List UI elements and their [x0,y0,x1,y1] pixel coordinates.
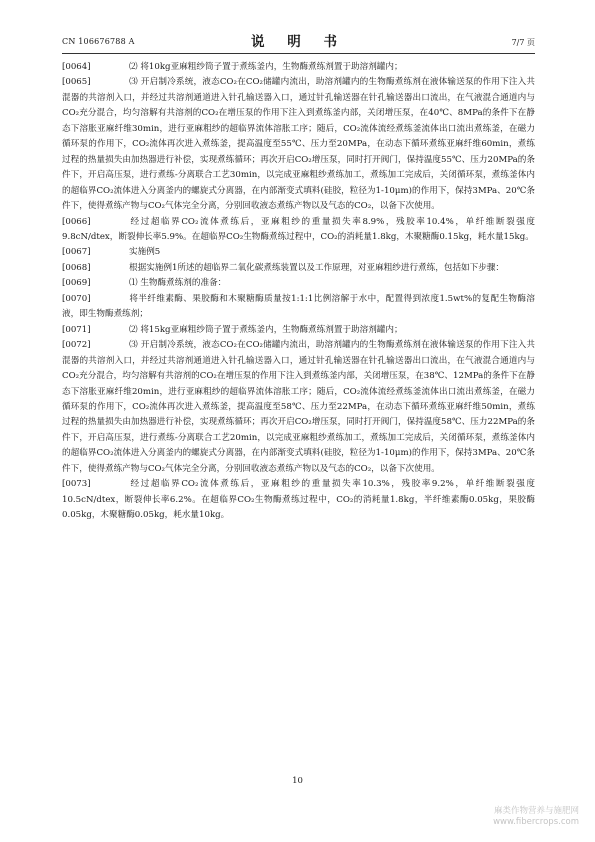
paragraph-0069 [62,276,535,291]
paragraph-0068 [62,261,535,276]
paragraph-0064 [62,60,535,75]
page-indicator: 7/7 页 [511,38,535,47]
paragraph-text: ⑵ 将10kg亚麻粗纱筒子置于煮练釜内，生物酶煮练剂置于助溶剂罐内； [129,62,403,72]
page-number: 10 [292,776,303,786]
page-header [62,30,535,52]
paragraph-number: [0070] [62,293,91,304]
paragraph-0071 [62,323,535,338]
paragraph-number: [0065] [62,77,91,88]
paragraph-0067 [62,245,535,260]
paragraph-text: ⑴ 生物酶煮练剂的准备： [129,278,227,289]
watermark-title: 麻类作物营养与施肥网 [493,806,579,816]
paragraph-text: ⑶ 开启制冷系统，液态CO₂在CO₂储罐内流出，助溶剂罐内的生物酶煮练剂在液体输送泵的作用下注入共混器的共溶剂入口，并经过共溶剂通道进入针孔输送器入口，通过针孔输送器在针孔输送器出口流出，在气液混合通道内与CO₂充分混合，均匀溶解有共溶剂的CO₂在增压泵的作用下注入到煮练釜内部，关闭增压泵，在40℃、8MPa的条件下在静态下溶胀亚麻纤维30min，进行亚麻粗纱的超临界流体溶胀工序；随后，CO₂流体流经煮练釜流体出口流出煮练釜，在磁力循环泵的作用下，CO₂流体再次进入煮练釜，提高温度至55℃、压力至20MPa，在动态下循环煮练亚麻纤维60min，煮练过程的热量损失由加热器进行补偿，实现煮练循环；再次开启CO₂增压泵，同时打开阀门，保持温度55℃、压力20MPa的条件下，开启高压泵，进行煮练-分离联合工艺30min，以完成亚麻粗纱煮练加工，煮练加工完成后，关闭循环泵，煮练釜体内的超临界CO₂流体进入分离釜内的螺旋式分离器，在内部渐变式填料(硅胶，粒径为1-10μm)的作用下，保持3MPa、20℃条件下，使得煮练产物与CO₂气体完全分离，分别回收液态煮练产物以及气态的CO₂，以备下次使用。 [62,77,535,212]
document-body [62,60,535,524]
paragraph-text: ⑶ 开启制冷系统，液态CO₂在CO₂储罐内流出，助溶剂罐内的生物酶煮练剂在液体输送泵的作用下注入共混器的共溶剂入口，并经过共溶剂通道进入针孔输送器入口，通过针孔输送器在针孔输送器出口流出，在气液混合通道内与CO₂充分混合，均匀溶解有共溶剂的CO₂在增压泵的作用下注入到煮练釜内部，关闭增压泵，在38℃、12MPa的条件下在静态下溶胀亚麻纤维20min，进行亚麻粗纱的超临界流体溶胀工序；随后，CO₂流体流经煮练釜流体出口流出煮练釜，在磁力循环泵的作用下，CO₂流体再次进入煮练釜，提高温度至58℃、压力至22MPa，在动态下循环煮练亚麻纤维50min，煮练过程的热量损失由加热器进行补偿，实现煮练循环；再次开启CO₂增压泵，同时打开阀门，保持温度58℃、压力22MPa的条件下，开启高压泵，进行煮练-分离联合工艺20min，以完成亚麻粗纱煮练加工，煮练加工完成后，关闭循环泵，煮练釜体内的超临界CO₂流体进入分离釜内的螺旋式分离器，在内部渐变式填料(硅胶，粒径为1-10μm)的作用下，保持3MPa、20℃条件下，使得煮练产物与CO₂气体完全分离，分别回收液态煮练产物以及气态的CO₂，以备下次使用。 [62,340,535,474]
paragraph-text: ⑵ 将15kg亚麻粗纱筒子置于煮练釜内，生物酶煮练剂置于助溶剂罐内； [129,324,403,335]
paragraph-text: 实施例5 [129,247,161,258]
paragraph-0070 [62,292,535,323]
paragraph-number: [0072] [62,340,91,351]
paragraph-number: [0064] [62,62,91,72]
watermark-url: www.fibercrops.com [493,817,579,827]
paragraph-number: [0067] [62,247,91,258]
paragraph-text: 将半纤维素酶、果胶酶和木聚糖酶质量按1:1:1比例溶解于水中，配置得到浓度1.5wt%的复配生物酶溶液，即生物酶煮练剂； [62,293,535,320]
paragraph-number: [0068] [62,262,91,273]
paragraph-text: 经过超临界CO₂流体煮练后，亚麻粗纱的重量损失率8.9%，残胶率10.4%，单纤维断裂强度9.8cN/dtex，断裂伸长率5.9%。在超临界CO₂生物酶煮练过程中，CO₂的消耗量1.8kg，木聚糖酶0.15kg，耗水量15kg。 [62,216,535,242]
document-title: 说 明 书 [251,34,346,50]
paragraph-0066 [62,215,535,246]
paragraph-text: 根据实施例1所述的超临界二氧化碳煮练装置以及工作原理，对亚麻粗纱进行煮练，包括如下步骤： [129,262,505,273]
header-rule [62,53,535,54]
paragraph-number: [0073] [62,479,91,490]
paragraph-0065 [62,75,535,214]
patent-number: CN 106676788 A [62,37,135,46]
paragraph-number: [0071] [62,324,91,335]
paragraph-0073 [62,477,535,523]
paragraph-0072 [62,338,535,477]
site-watermark [493,806,579,828]
paragraph-text: 经过超临界CO₂流体煮练后，亚麻粗纱的重量损失率10.3%，残胶率9.2%，单纤维断裂强度10.5cN/dtex，断裂伸长率6.2%。在超临界CO₂生物酶煮练过程中，CO₂的消耗量1.8kg，半纤维素酶0.05kg，果胶酶0.05kg，木聚糖酶0.05kg，耗水量10kg。 [62,479,535,521]
paragraph-number: [0066] [62,216,91,227]
paragraph-number: [0069] [62,278,91,289]
